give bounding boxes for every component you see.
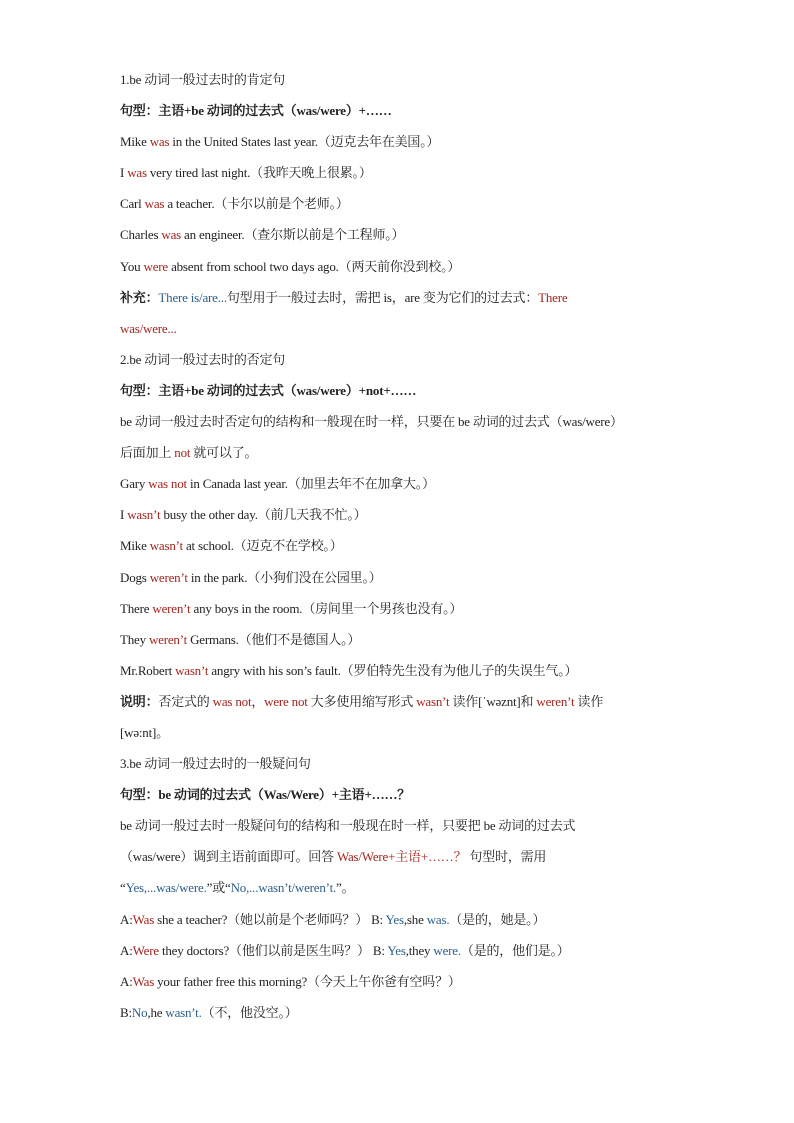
text-run: ,he bbox=[147, 1004, 166, 1020]
highlighted-text: was bbox=[144, 196, 165, 212]
text-line bbox=[120, 251, 680, 282]
highlighted-text: was. bbox=[426, 911, 450, 927]
text-line bbox=[120, 95, 680, 126]
highlighted-text: was/were... bbox=[120, 320, 177, 336]
text-line bbox=[120, 904, 680, 935]
highlighted-text: Yes,...was/were. bbox=[125, 880, 207, 896]
text-run: ,they bbox=[405, 942, 434, 958]
text-run: There bbox=[120, 600, 153, 616]
text-run: any boys in the room.（房间里一个男孩也没有。） bbox=[190, 600, 463, 616]
text-run: an engineer.（查尔斯以前是个工程师。） bbox=[181, 227, 405, 243]
text-run: A: bbox=[120, 911, 133, 927]
highlighted-text: Yes bbox=[387, 942, 406, 958]
text-line bbox=[120, 779, 680, 810]
text-run: （不，他没空。） bbox=[201, 1004, 298, 1020]
highlighted-text: Were bbox=[132, 942, 159, 958]
text-line bbox=[120, 748, 680, 779]
highlighted-text: wasn’t bbox=[149, 538, 183, 554]
text-line bbox=[120, 624, 680, 655]
text-run: 句型用于一般过去时，需把 is，are 变为它们的过去式： bbox=[226, 289, 539, 305]
text-run: 句型时，需用 bbox=[466, 849, 547, 865]
text-line bbox=[120, 593, 680, 624]
text-run: Carl bbox=[120, 196, 145, 212]
text-run: 1.be 动词一般过去时的肯定句 bbox=[120, 72, 286, 87]
text-line bbox=[120, 188, 680, 219]
highlighted-text: was bbox=[161, 227, 181, 243]
text-line bbox=[120, 468, 680, 499]
highlighted-text: was bbox=[127, 165, 147, 181]
highlighted-text: were bbox=[143, 258, 169, 274]
text-run: Charles bbox=[120, 227, 162, 243]
text-run: in the park.（小狗们没在公园里。） bbox=[187, 569, 382, 585]
text-line bbox=[120, 841, 680, 872]
text-run: [wə:nt]。 bbox=[120, 724, 169, 740]
text-run: they doctors?（他们以前是医生吗？） B: bbox=[158, 942, 388, 958]
highlighted-text: There is/are... bbox=[158, 289, 227, 305]
text-run: A: bbox=[120, 973, 133, 989]
text-run: “ bbox=[120, 880, 126, 896]
text-run: 句型：be 动词的过去式（Was/Were）+主语+……？ bbox=[120, 787, 411, 803]
text-run: 否定式的 bbox=[158, 693, 213, 709]
text-line bbox=[120, 935, 680, 966]
text-run: 补充： bbox=[120, 289, 159, 305]
highlighted-text: were not bbox=[264, 693, 308, 709]
highlighted-text: wasn’t. bbox=[165, 1004, 202, 1020]
highlighted-text: were. bbox=[433, 942, 461, 958]
text-run: be 动词一般过去时否定句的结构和一般现在时一样，只要在 be 动词的过去式（was/were） bbox=[120, 414, 623, 430]
text-line bbox=[120, 562, 680, 593]
highlighted-text: No,...wasn’t/weren’t. bbox=[230, 880, 337, 896]
text-run: （是的，她是。） bbox=[449, 911, 546, 927]
text-line bbox=[120, 966, 680, 997]
text-run: You bbox=[120, 258, 144, 274]
text-line bbox=[120, 313, 680, 344]
text-line bbox=[120, 375, 680, 406]
text-run: 读作 bbox=[574, 693, 604, 709]
text-run: Mike bbox=[120, 538, 150, 554]
text-line bbox=[120, 64, 680, 95]
text-line bbox=[120, 997, 680, 1028]
highlighted-text: There bbox=[538, 289, 568, 305]
text-line bbox=[120, 282, 680, 313]
document-body bbox=[120, 64, 680, 1028]
text-run: I bbox=[120, 507, 128, 523]
highlighted-text: Yes bbox=[385, 911, 404, 927]
highlighted-text: wasn’t bbox=[127, 507, 161, 523]
highlighted-text: weren’t bbox=[149, 569, 188, 585]
text-run: 2.be 动词一般过去时的否定句 bbox=[120, 351, 286, 367]
text-run: ， bbox=[251, 693, 265, 709]
text-line bbox=[120, 655, 680, 686]
highlighted-text: weren’t bbox=[536, 693, 575, 709]
text-run: in Canada last year.（加里去年不在加拿大。） bbox=[186, 476, 435, 492]
highlighted-text: weren’t bbox=[152, 600, 191, 616]
highlighted-text: Was/Were+主语+……？ bbox=[336, 849, 467, 865]
text-run: 大多使用缩写形式 bbox=[307, 693, 417, 709]
text-line bbox=[120, 717, 680, 748]
text-run: 句型：主语+be 动词的过去式（was/were）+…… bbox=[120, 103, 392, 119]
text-run: 3.be 动词一般过去时的一般疑问句 bbox=[120, 756, 311, 772]
text-line bbox=[120, 406, 680, 437]
text-run: A: bbox=[120, 942, 133, 958]
text-run: 说明： bbox=[120, 693, 159, 709]
highlighted-text: weren’t bbox=[148, 631, 188, 647]
highlighted-text: was not bbox=[212, 693, 252, 709]
text-line bbox=[120, 344, 680, 375]
text-run: in the United States last year.（迈克去年在美国。） bbox=[169, 134, 440, 150]
highlighted-text: not bbox=[174, 445, 191, 461]
text-run: at school.（迈克不在学校。） bbox=[182, 538, 343, 554]
text-line bbox=[120, 126, 680, 157]
text-run: （was/were）调到主语前面即可。回答 bbox=[120, 849, 337, 865]
text-line bbox=[120, 872, 680, 903]
text-run: very tired last night.（我昨天晚上很累。） bbox=[146, 165, 372, 181]
text-run: （是的，他们是。） bbox=[460, 942, 570, 958]
text-run: Germans.（他们不是德国人。） bbox=[187, 631, 361, 647]
text-line bbox=[120, 157, 680, 188]
highlighted-text: Was bbox=[132, 911, 155, 927]
text-run: be 动词一般过去时一般疑问句的结构和一般现在时一样，只要把 be 动词的过去式 bbox=[120, 818, 576, 834]
text-line bbox=[120, 437, 680, 468]
highlighted-text: wasn’t bbox=[416, 693, 450, 709]
text-line bbox=[120, 499, 680, 530]
highlighted-text: was bbox=[149, 134, 170, 150]
text-line bbox=[120, 686, 680, 717]
text-run: They bbox=[120, 631, 149, 647]
text-run: 后面加上 bbox=[120, 445, 175, 461]
text-run: Dogs bbox=[120, 569, 150, 585]
highlighted-text: Was bbox=[132, 973, 155, 989]
text-run: Mr.Robert bbox=[120, 662, 176, 678]
text-run: absent from school two days ago.（两天前你没到校。） bbox=[168, 258, 461, 274]
text-run: 读作[ˈwəznt]和 bbox=[449, 693, 537, 709]
text-run: B: bbox=[120, 1004, 132, 1020]
text-line bbox=[120, 810, 680, 841]
text-run: 就可以了。 bbox=[190, 445, 258, 461]
text-run: your father free this morning?（今天上午你爸有空吗？） bbox=[154, 973, 461, 989]
text-run: she a teacher?（她以前是个老师吗？） B: bbox=[154, 911, 386, 927]
text-run: I bbox=[120, 165, 128, 181]
text-run: Gary bbox=[120, 476, 149, 492]
highlighted-text: No bbox=[131, 1004, 148, 1020]
text-run: a teacher.（卡尔以前是个老师。） bbox=[164, 196, 349, 212]
text-run: ”或“ bbox=[206, 880, 231, 896]
text-run: ”。 bbox=[336, 880, 355, 896]
text-run: 句型：主语+be 动词的过去式（was/were）+not+…… bbox=[120, 382, 417, 398]
text-run: angry with his son’s fault.（罗伯特先生没有为他儿子的失误生气。） bbox=[208, 662, 578, 678]
highlighted-text: was not bbox=[148, 476, 187, 492]
text-line bbox=[120, 530, 680, 561]
text-run: busy the other day.（前几天我不忙。） bbox=[160, 507, 367, 523]
highlighted-text: wasn’t bbox=[175, 662, 209, 678]
text-run: Mike bbox=[120, 134, 150, 150]
text-line bbox=[120, 219, 680, 250]
text-run: ,she bbox=[403, 911, 427, 927]
